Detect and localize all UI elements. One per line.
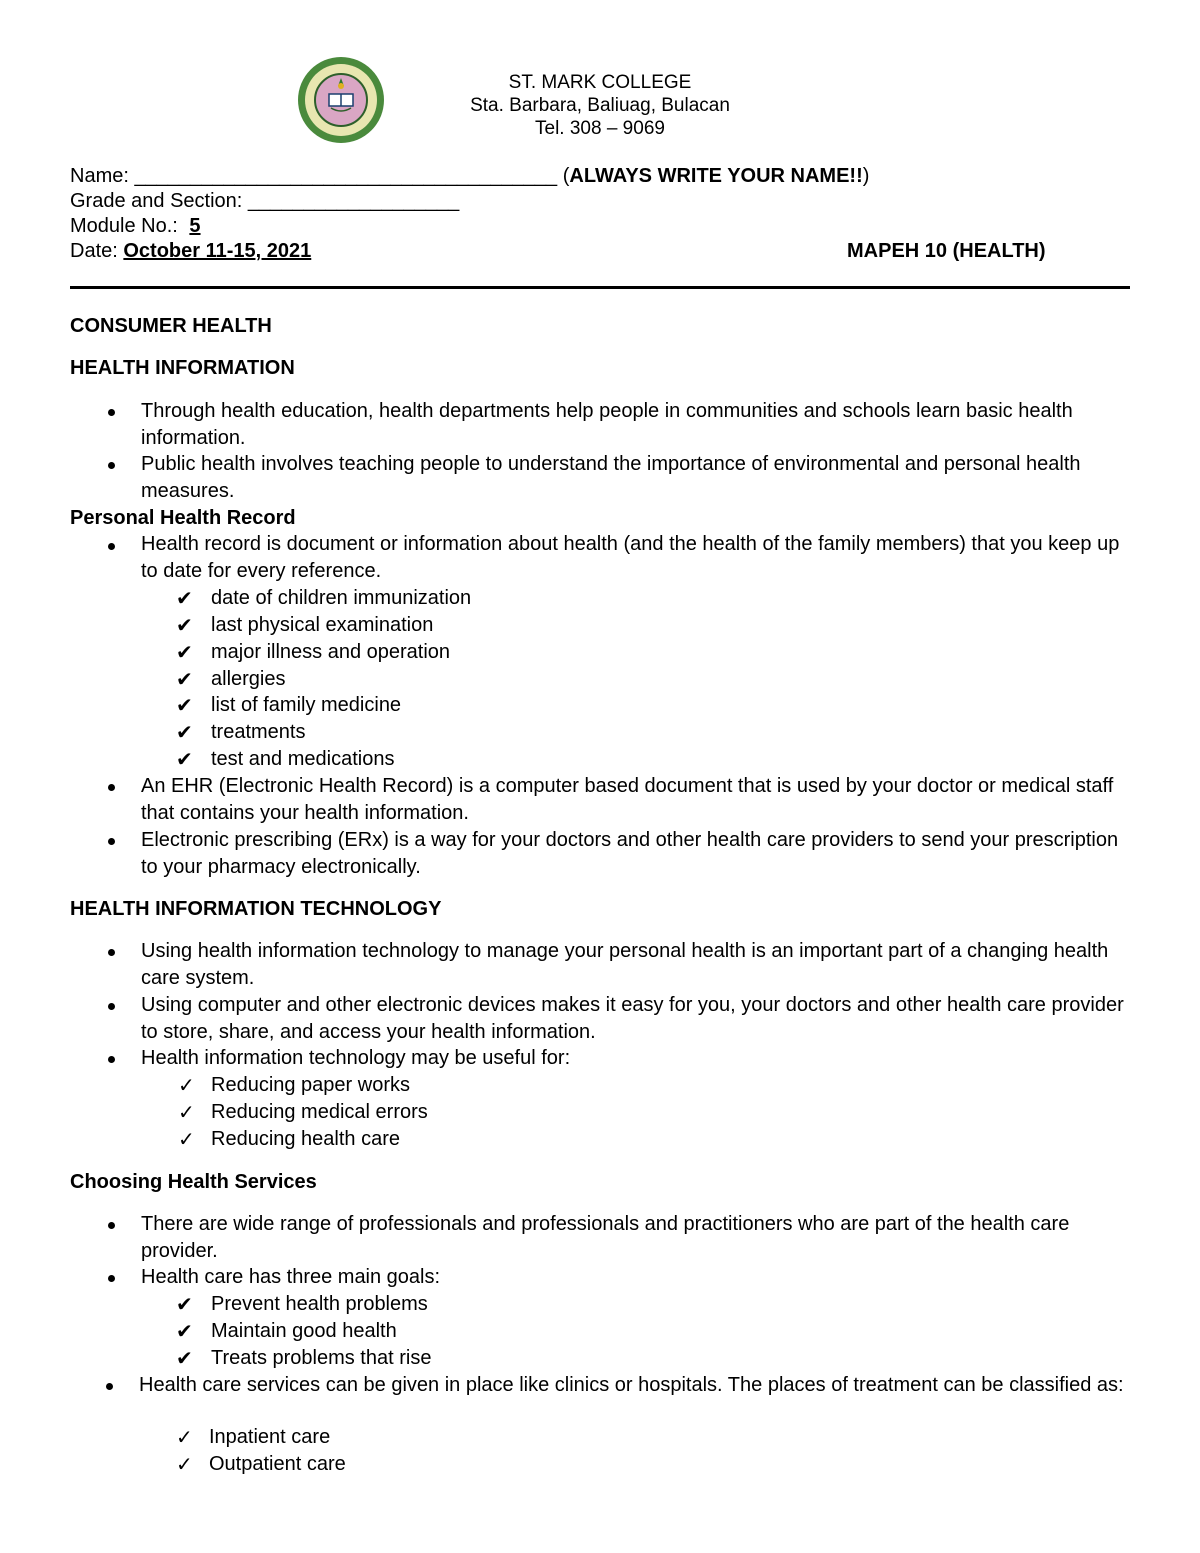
name-note-close: ) [862, 165, 870, 187]
check-icon: ✔ [176, 747, 193, 771]
chs-bullet-2: Health care has three main goals: [141, 1266, 441, 1288]
bullet-dot [108, 1222, 115, 1229]
bullet-dot [108, 543, 115, 550]
school-tel: Tel. 308 – 9069 [535, 118, 665, 139]
hit-check-item: Reducing medical errors [211, 1101, 428, 1123]
phr-check-item: list of family medicine [211, 694, 402, 716]
chs-heading: Choosing Health Services [70, 1171, 317, 1193]
phr-bullet-1: Health record is document or information about health (and the health of the family members) that you keep up to date for every reference. [141, 533, 1120, 582]
grade-blank[interactable]: ___________________ [247, 190, 460, 212]
check-icon: ✔ [176, 1319, 193, 1343]
date-value: October 11-15, 2021 [123, 240, 312, 262]
check-icon: ✓ [176, 1425, 193, 1449]
check-icon: ✔ [176, 613, 193, 637]
grade-row [70, 188, 459, 214]
name-note: ALWAYS WRITE YOUR NAME!! [569, 165, 863, 187]
chs-goal-item: Treats problems that rise [211, 1347, 432, 1369]
health-info-bullet-2: Public health involves teaching people to understand the importance of environmental and personal health measures. [141, 453, 1081, 502]
date-row [70, 238, 311, 264]
bullet-dot [106, 1383, 113, 1390]
grade-label: Grade and Section: [70, 190, 243, 212]
check-icon: ✓ [178, 1073, 195, 1097]
chs-goal-item: Maintain good health [211, 1320, 397, 1342]
bullet-dot [108, 1275, 115, 1282]
bullet-dot [108, 1056, 115, 1063]
check-icon: ✔ [176, 640, 193, 664]
bullet-dot [108, 838, 115, 845]
module-row [70, 213, 201, 239]
chs-place-item: Outpatient care [209, 1453, 346, 1475]
bullet-dot [108, 949, 115, 956]
chs-bullet-3: Health care services can be given in place like clinics or hospitals. The places of treatment can be classified as: [139, 1374, 1124, 1396]
check-icon: ✔ [176, 720, 193, 744]
bullet-dot [108, 409, 115, 416]
check-icon: ✓ [178, 1127, 195, 1151]
name-note-open: ( [562, 165, 570, 187]
hit-bullet-1: Using health information technology to manage your personal health is an important part of a changing health care system. [141, 940, 1109, 989]
check-icon: ✔ [176, 1292, 193, 1316]
page-title: CONSUMER HEALTH [70, 315, 272, 337]
health-info-bullet-1: Through health education, health departments help people in communities and schools learn basic health information. [141, 400, 1073, 449]
school-address: Sta. Barbara, Baliuag, Bulacan [470, 95, 730, 116]
phr-bullet-2: An EHR (Electronic Health Record) is a computer based document that is used by your doctor or medical staff that contains your health information. [141, 775, 1114, 824]
phr-bullet-3: Electronic prescribing (ERx) is a way for your doctors and other health care providers to send your prescription to your pharmacy electronically. [141, 829, 1119, 878]
module-label: Module No.: [70, 215, 178, 237]
school-name: ST. MARK COLLEGE [508, 72, 692, 93]
module-value: 5 [189, 215, 201, 237]
name-blank[interactable]: ______________________________________ [134, 165, 558, 187]
check-icon: ✓ [176, 1452, 193, 1476]
bullet-dot [108, 784, 115, 791]
bullet-dot [108, 1003, 115, 1010]
health-info-heading: HEALTH INFORMATION [70, 357, 295, 379]
phr-check-item: allergies [211, 668, 286, 690]
date-label: Date: [70, 240, 118, 262]
header-divider [70, 286, 1130, 289]
phr-check-item: treatments [211, 721, 306, 743]
bullet-dot [108, 462, 115, 469]
phr-check-item: major illness and operation [211, 641, 451, 663]
subject-label: MAPEH 10 (HEALTH) [847, 240, 1046, 262]
check-icon: ✔ [176, 1346, 193, 1370]
chs-place-item: Inpatient care [209, 1426, 331, 1448]
phr-heading: Personal Health Record [70, 507, 296, 529]
phr-check-item: date of children immunization [211, 587, 472, 609]
phr-check-item: last physical examination [211, 614, 434, 636]
phr-check-item: test and medications [211, 748, 395, 770]
name-row [70, 163, 869, 189]
name-label: Name: [70, 165, 129, 187]
hit-bullet-3: Health information technology may be useful for: [141, 1047, 571, 1069]
check-icon: ✔ [176, 586, 193, 610]
check-icon: ✔ [176, 667, 193, 691]
check-icon: ✔ [176, 693, 193, 717]
chs-bullet-1: There are wide range of professionals and professionals and practitioners who are part of the health care provider. [141, 1213, 1070, 1262]
hit-check-item: Reducing health care [211, 1128, 401, 1150]
chs-goal-item: Prevent health problems [211, 1293, 428, 1315]
hit-heading: HEALTH INFORMATION TECHNOLOGY [70, 898, 442, 920]
hit-check-item: Reducing paper works [211, 1074, 410, 1096]
hit-bullet-2: Using computer and other electronic devices makes it easy for you, your doctors and other health care provider to store, share, and access your health information. [141, 994, 1124, 1043]
check-icon: ✓ [178, 1100, 195, 1124]
